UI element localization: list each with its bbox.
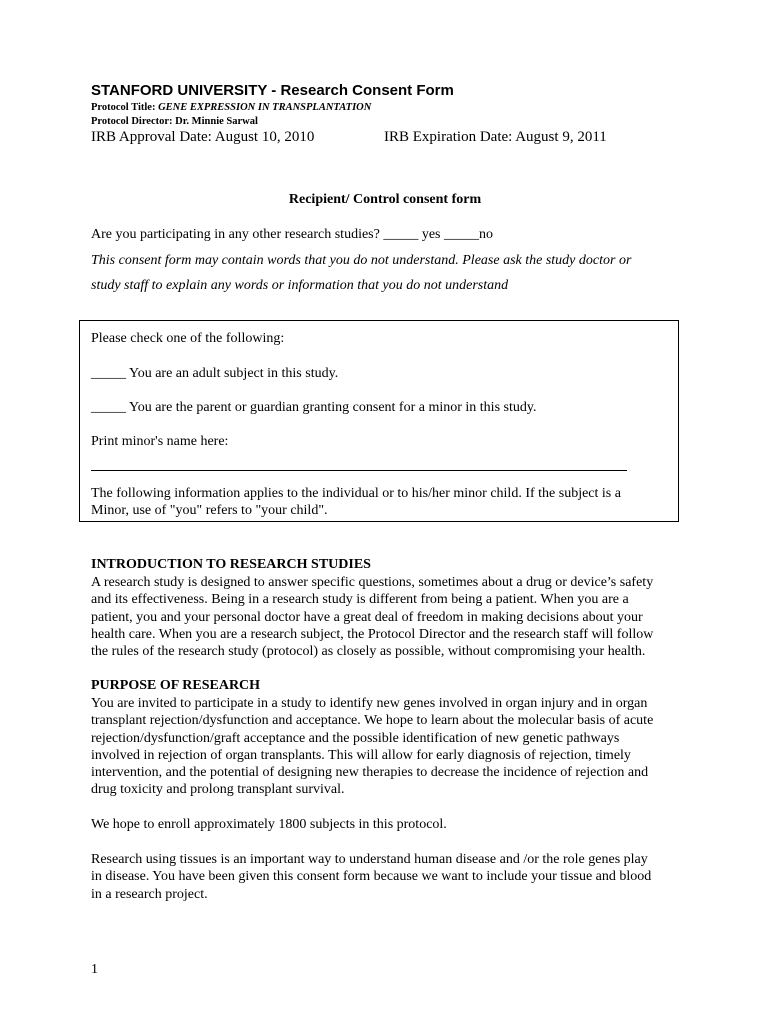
purpose-heading: PURPOSE OF RESEARCH xyxy=(91,678,261,693)
minor-name-label: Print minor's name here: xyxy=(91,434,229,449)
form-title: Recipient/ Control consent form xyxy=(288,192,482,207)
paragraph-line: patient, you and your personal doctor have a great deal of freedom in making decisions about your xyxy=(91,609,643,625)
applies-line: Minor, use of "you" refers to "your child". xyxy=(91,503,328,518)
paragraph-line: involved in rejection of organ transplants. This will allow for early diagnosis of rejection, timely xyxy=(91,747,631,763)
paragraph-line: Research using tissues is an important way to understand human disease and /or the role genes play xyxy=(91,852,648,867)
paragraph-line: intervention, and the potential of designing new therapies to decrease the incidence of rejection and xyxy=(91,765,649,781)
paragraph-line: health care. When you are a research subject, the Protocol Director and the research staff will follow xyxy=(91,626,654,642)
paragraph-line: rejection/dysfunction/graft acceptance and the possible identification of new genetic pathways xyxy=(91,730,620,746)
paragraph-line: transplant rejection/dysfunction and acceptance. We hope to learn about the molecular basis of acute xyxy=(91,713,654,729)
protocol-title-value: GENE EXPRESSION IN TRANSPLANTATION xyxy=(158,102,372,113)
notice-line: study staff to explain any words or information that you do not understand xyxy=(91,278,509,293)
paragraph-line: and its effectiveness. Being in a research study is different from being a patient. When you are a xyxy=(91,592,629,608)
paragraph-line: You are invited to participate in a study to identify new genes involved in organ injury and in organ xyxy=(91,696,648,711)
intro-paragraph xyxy=(91,574,691,660)
purpose-paragraph xyxy=(91,695,691,799)
applies-line: The following information applies to the individual or to his/her minor child. If the subject is a xyxy=(91,486,621,501)
protocol-director: Protocol Director: Dr. Minnie Sarwal xyxy=(91,116,258,127)
tissue-paragraph xyxy=(91,851,691,903)
participation-question: Are you participating in any other research studies? _____ yes _____no xyxy=(91,227,494,242)
intro-heading: INTRODUCTION TO RESEARCH STUDIES xyxy=(91,557,371,572)
enroll-statement: We hope to enroll approximately 1800 subjects in this protocol. xyxy=(91,817,447,832)
page-number: 1 xyxy=(91,962,98,977)
notice-line: This consent form may contain words that you do not understand. Please ask the study doctor or xyxy=(91,253,632,268)
consent-check-box xyxy=(79,320,679,522)
paragraph-line: A research study is designed to answer specific questions, sometimes about a drug or device’s safety xyxy=(91,575,654,590)
option-guardian: _____ You are the parent or guardian granting consent for a minor in this study. xyxy=(91,400,537,415)
paragraph-line: in a research project. xyxy=(91,886,208,902)
irb-expiration-date: IRB Expiration Date: August 9, 2011 xyxy=(384,129,607,145)
check-prompt: Please check one of the following: xyxy=(91,331,285,346)
protocol-title xyxy=(91,102,371,113)
minor-name-line xyxy=(91,470,627,471)
page-title: STANFORD UNIVERSITY - Research Consent Form xyxy=(91,82,454,99)
paragraph-line: in disease. You have been given this consent form because we want to include your tissue and blood xyxy=(91,869,652,885)
protocol-title-label: Protocol Title: xyxy=(91,102,156,113)
irb-approval-date: IRB Approval Date: August 10, 2010 xyxy=(91,129,315,145)
paragraph-line: the rules of the research study (protocol) as closely as possible, without compromising your health. xyxy=(91,644,646,660)
option-adult: _____ You are an adult subject in this study. xyxy=(91,366,339,381)
paragraph-line: drug toxicity and prolong transplant survival. xyxy=(91,782,345,798)
